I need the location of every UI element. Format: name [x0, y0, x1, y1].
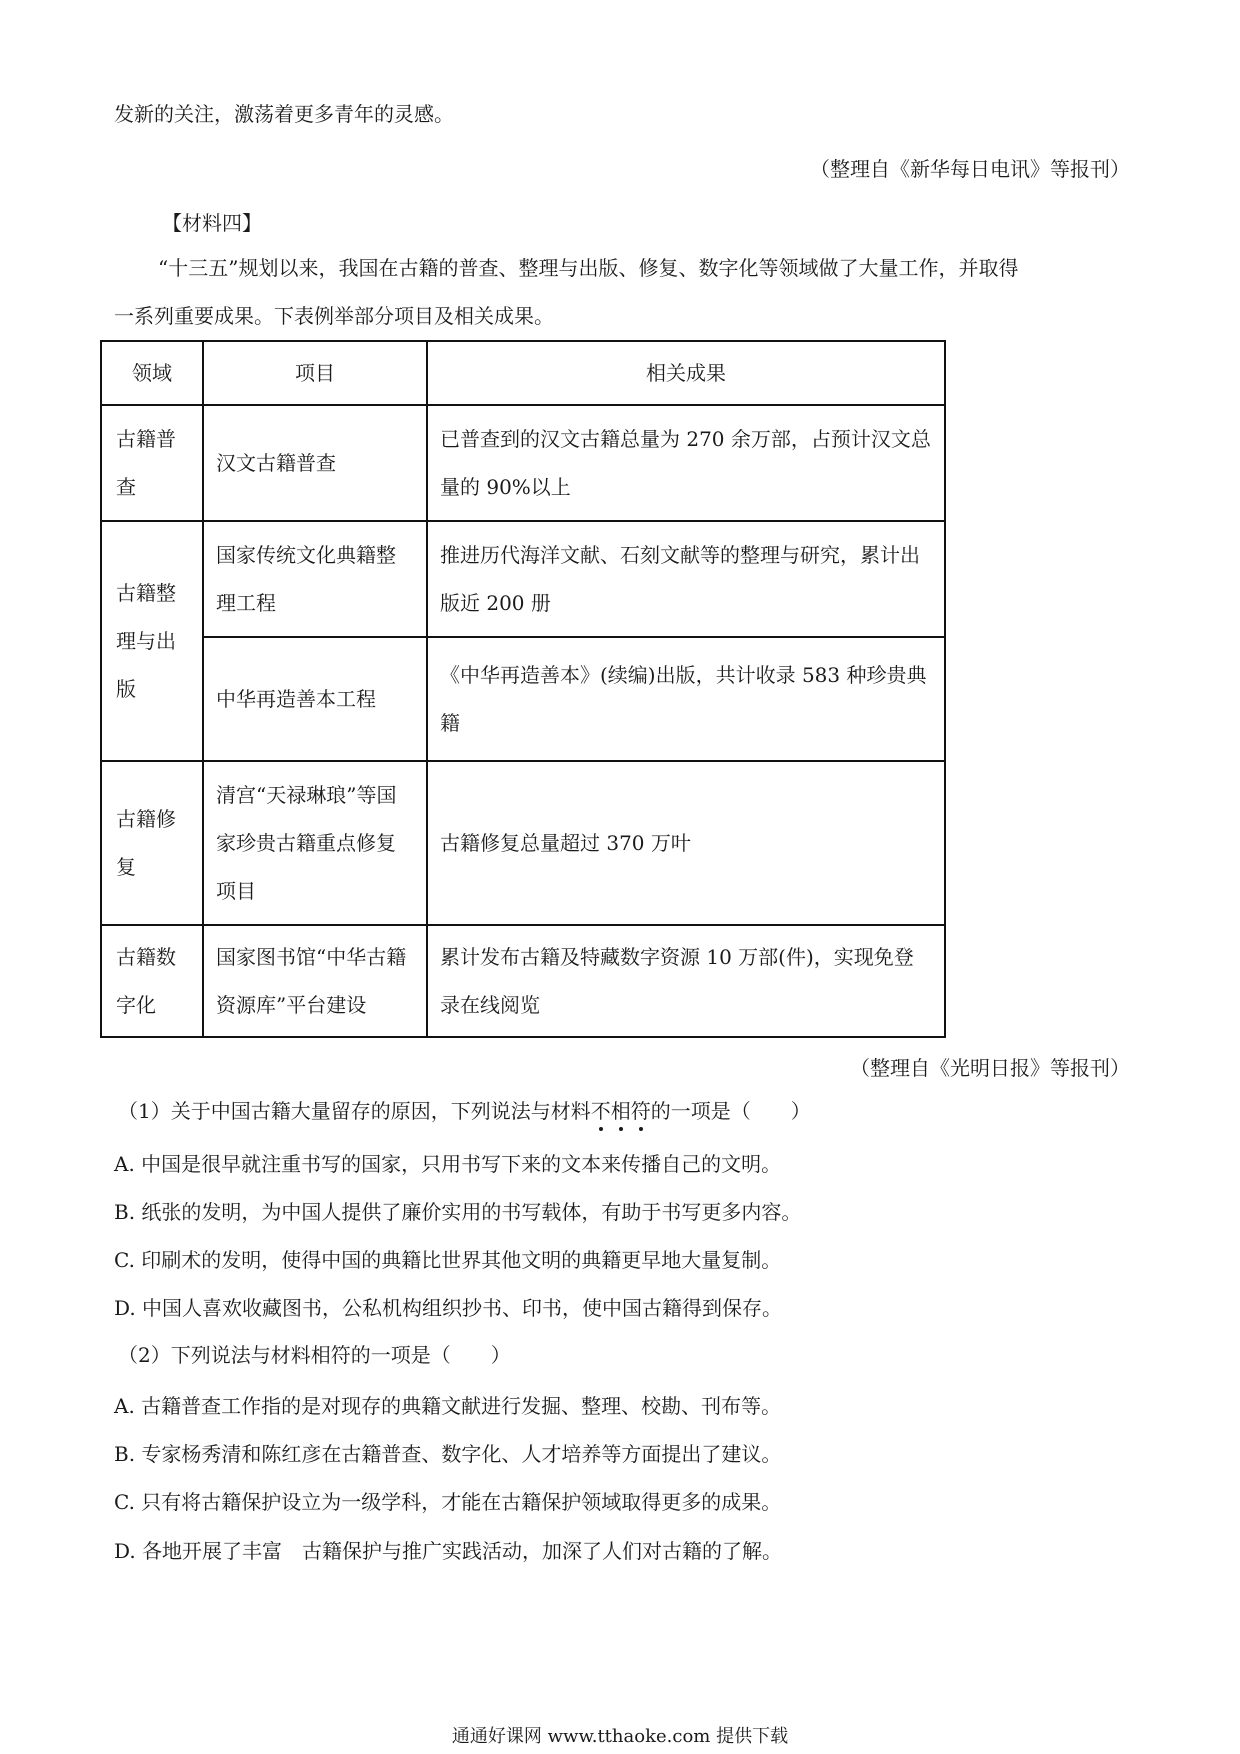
table-row: [101, 521, 945, 637]
project-cell: 国家图书馆“中华古籍资源库”平台建设: [203, 925, 427, 1037]
table-row: [101, 637, 945, 761]
q1-option-d: D. 中国人喜欢收藏图书，公私机构组织抄书、印书，使中国古籍得到保存。: [114, 1296, 783, 1320]
material-intro-line2: 一系列重要成果。下表例举部分项目及相关成果。: [114, 304, 554, 328]
material-heading: 【材料四】: [162, 211, 262, 235]
source-note-2: （整理自《光明日报》等报刊）: [850, 1056, 1130, 1080]
q2-option-a: A. 古籍普查工作指的是对现存的典籍文献进行发掘、整理、校勘、刊布等。: [114, 1394, 782, 1418]
source-note-1: （整理自《新华每日电讯》等报刊）: [810, 157, 1130, 181]
table-header-cell: 领域: [101, 341, 203, 405]
result-cell: 推进历代海洋文献、石刻文献等的整理与研究，累计出版近 200 册: [427, 521, 945, 637]
q1-option-c: C. 印刷术的发明，使得中国的典籍比世界其他文明的典籍更早地大量复制。: [114, 1248, 782, 1272]
domain-cell: 古籍修复: [101, 761, 203, 925]
table-row: [101, 405, 945, 521]
q2-option-d: D. 各地开展了丰富 古籍保护与推广实践活动，加深了人们对古籍的了解。: [114, 1539, 783, 1563]
domain-cell: 古籍整理与出版: [101, 521, 203, 761]
result-cell: 累计发布古籍及特藏数字资源 10 万部(件)，实现免登录在线阅览: [427, 925, 945, 1037]
project-cell: 清宫“天禄琳琅”等国家珍贵古籍重点修复项目: [203, 761, 427, 925]
table-row: [101, 761, 945, 925]
table-header-cell: 相关成果: [427, 341, 945, 405]
domain-cell: 古籍普查: [101, 405, 203, 521]
result-cell: 已普查到的汉文古籍总量为 270 余万部，占预计汉文总量的 90%以上: [427, 405, 945, 521]
project-cell: 国家传统文化典籍整理工程: [203, 521, 427, 637]
emphasis-char: 不: [590, 1099, 611, 1123]
paragraph-continuation: 发新的关注，激荡着更多青年的灵感。: [114, 102, 454, 126]
question-1-prefix: （1）关于中国古籍大量留存的原因，下列说法与材料: [118, 1099, 591, 1123]
question-2-stem: （2）下列说法与材料相符的一项是（ ）: [118, 1343, 511, 1367]
q1-option-b: B. 纸张的发明，为中国人提供了廉价实用的书写载体，有助于书写更多内容。: [114, 1200, 802, 1224]
achievements-table: [100, 340, 946, 1038]
result-cell: 古籍修复总量超过 370 万叶: [427, 761, 945, 925]
emphasis-char: 符: [630, 1099, 651, 1123]
question-1-stem: [118, 1095, 811, 1124]
table-header-cell: 项目: [203, 341, 427, 405]
result-cell: 《中华再造善本》(续编)出版，共计收录 583 种珍贵典籍: [427, 637, 945, 761]
project-cell: 汉文古籍普查: [203, 405, 427, 521]
emphasis-char: 相: [610, 1099, 631, 1123]
domain-cell: 古籍数字化: [101, 925, 203, 1037]
project-cell: 中华再造善本工程: [203, 637, 427, 761]
table-row: [101, 925, 945, 1037]
q2-option-b: B. 专家杨秀清和陈红彦在古籍普查、数字化、人才培养等方面提出了建议。: [114, 1442, 782, 1466]
q2-option-c: C. 只有将古籍保护设立为一级学科，才能在古籍保护领域取得更多的成果。: [114, 1490, 782, 1514]
footer-download-note: 通通好课网 www.tthaoke.com 提供下载: [451, 1726, 789, 1747]
table-header-row: [101, 341, 945, 405]
question-1-suffix: 的一项是（ ）: [650, 1099, 811, 1123]
q1-option-a: A. 中国是很早就注重书写的国家，只用书写下来的文本来传播自己的文明。: [114, 1152, 782, 1176]
material-intro-line1: “十三五”规划以来，我国在古籍的普查、整理与出版、修复、数字化等领域做了大量工作，并取得: [158, 256, 1019, 280]
